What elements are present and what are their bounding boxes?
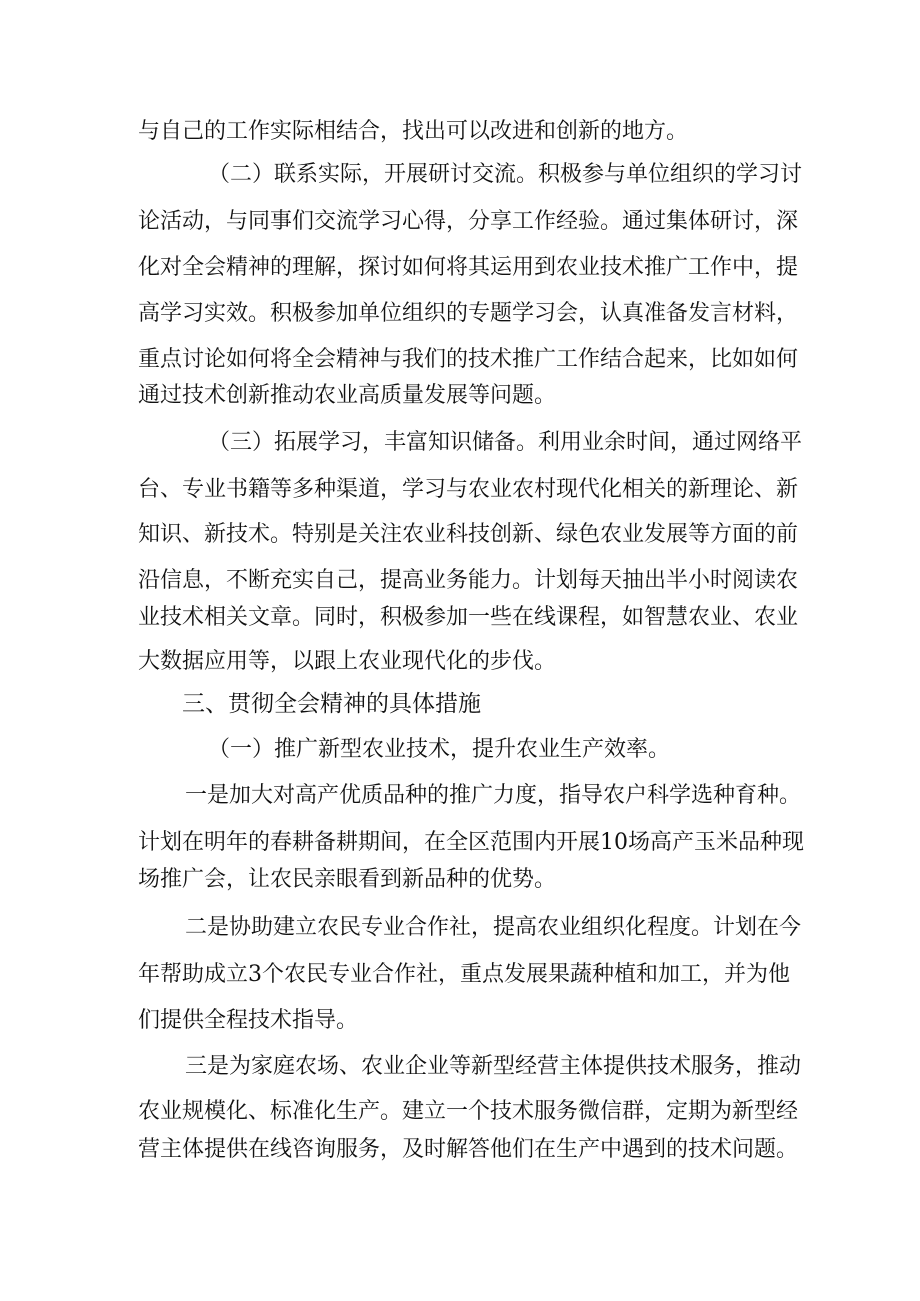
paragraph-line: 年帮助成立3个农民专业合作社，重点发展果蔬种植和加工，并为他 <box>138 962 790 987</box>
paragraph-line: 论活动，与同事们交流学习心得，分享工作经验。通过集体研讨，深 <box>138 209 799 234</box>
paragraph-line: 计划在明年的春耕备耕期间，在全区范围内开展10场高产玉米品种现 <box>138 830 804 855</box>
paragraph-line: 二是协助建立农民专业合作社，提高农业组织化程度。计划在今 <box>185 915 802 940</box>
paragraph-line: （二）联系实际，开展研讨交流。积极参与单位组织的学习讨 <box>208 162 803 187</box>
paragraph-line: 知识、新技术。特别是关注农业科技创新、绿色农业发展等方面的前 <box>138 522 799 547</box>
paragraph-line: 三是为家庭农场、农业企业等新型经营主体提供技术服务，推动 <box>185 1054 802 1079</box>
paragraph-line: 台、专业书籍等多种渠道，学习与农业农村现代化相关的新理论、新 <box>138 477 799 502</box>
paragraph-line: （三）拓展学习，丰富知识储备。利用业余时间，通过网络平 <box>208 430 803 455</box>
paragraph-line: 重点讨论如何将全会精神与我们的技术推广工作结合起来，比如如何 <box>138 347 799 372</box>
paragraph-line: 营主体提供在线咨询服务，及时解答他们在生产中遇到的技术问题。 <box>138 1137 799 1162</box>
paragraph-line: 业技术相关文章。同时，积极参加一些在线课程，如智慧农业、农业 <box>138 605 799 630</box>
paragraph-line: 大数据应用等，以跟上农业现代化的步伐。 <box>138 649 557 674</box>
paragraph-line: 与自己的工作实际相结合，找出可以改进和创新的地方。 <box>138 119 689 144</box>
paragraph-line: 农业规模化、标准化生产。建立一个技术服务微信群，定期为新型经 <box>138 1099 799 1124</box>
paragraph-line: 一是加大对高产优质品种的推广力度，指导农户科学选种育种。 <box>185 783 802 808</box>
paragraph-line: 场推广会，让农民亲眼看到新品种的优势。 <box>138 867 557 892</box>
paragraph-line: 们提供全程技术指导。 <box>138 1008 359 1033</box>
paragraph-line: 化对全会精神的理解，探讨如何将其运用到农业技术推广工作中，提 <box>138 255 799 280</box>
paragraph-line: 沿信息，不断充实自己，提高业务能力。计划每天抽出半小时阅读农 <box>138 568 799 593</box>
section-heading: 三、贯彻全会精神的具体措施 <box>182 691 481 717</box>
paragraph-line: 通过技术创新推动农业高质量发展等问题。 <box>138 383 557 408</box>
paragraph-line: 高学习实效。积极参加单位组织的专题学习会，认真准备发言材料， <box>138 301 799 326</box>
paragraph-line: （一）推广新型农业技术，提升农业生产效率。 <box>208 737 671 762</box>
